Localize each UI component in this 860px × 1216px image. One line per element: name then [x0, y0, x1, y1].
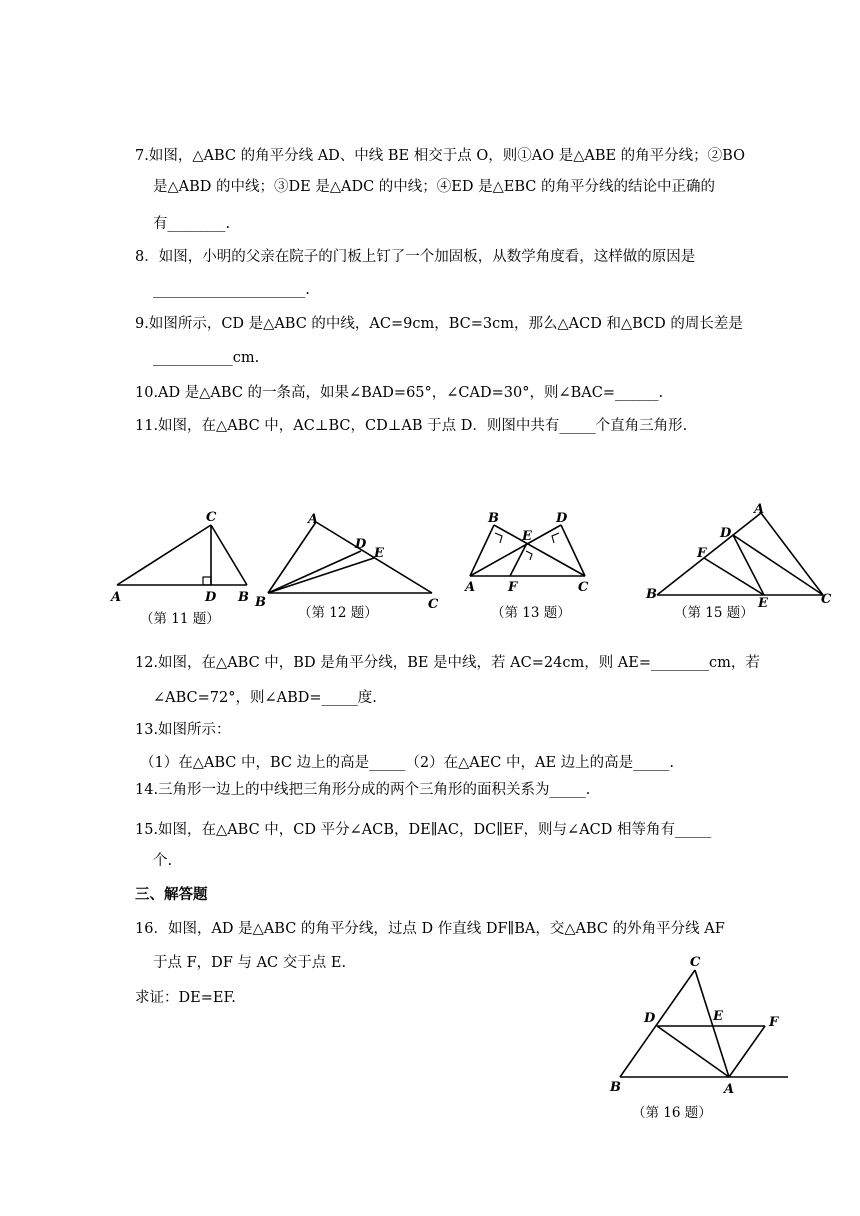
q15-line2: 个.: [153, 853, 173, 869]
q16-line1: 16．如图，AD 是△ABC 的角平分线，过点 D 作直线 DF∥BA，交△ABC 的外角平分线 AF: [135, 921, 725, 937]
fig12-caption: （第 12 题）: [298, 605, 378, 621]
q7-line1: 7.如图，△ABC 的角平分线 AD、中线 BE 相交于点 O，则①AO 是△ABE 的角平分线；②BO: [135, 148, 745, 164]
fig15-caption: （第 15 题）: [674, 605, 754, 621]
figure-13: [458, 505, 598, 600]
fig11-label-d: D: [205, 590, 217, 605]
figure-12: [250, 505, 450, 610]
q12-line2: ∠ABC=72°，则∠ABD=_____度.: [153, 690, 377, 706]
q9-line1: 9.如图所示，CD 是△ABC 的中线，AC=9cm，BC=3cm，那么△ACD 和△BCD 的周长差是: [135, 316, 743, 332]
q8-line2: _____________________.: [153, 282, 310, 298]
section-3-heading: 三、解答题: [135, 887, 208, 903]
fig16-label-e: E: [713, 1009, 723, 1024]
q16-line2: 于点 F，DF 与 AC 交于点 E.: [153, 955, 347, 971]
fig11-label-c: C: [206, 510, 217, 525]
fig13-label-f: F: [508, 580, 518, 595]
fig12-label-a: A: [308, 512, 319, 527]
fig12-label-b: B: [255, 595, 266, 610]
fig16-label-b: B: [610, 1080, 621, 1095]
q15-line1: 15.如图，在△ABC 中，CD 平分∠ACB，DE∥AC，DC∥EF，则与∠ACD 相等角有_____: [135, 822, 712, 838]
q7-line3: 有________.: [153, 216, 231, 232]
fig16-label-d: D: [644, 1011, 656, 1026]
figure-15: [640, 495, 840, 610]
fig16-label-f: F: [769, 1015, 779, 1030]
fig15-label-a: A: [754, 502, 765, 517]
fig16-caption: （第 16 题）: [632, 1105, 712, 1121]
figure-16: [600, 950, 800, 1095]
fig13-label-e: E: [522, 529, 532, 544]
q13-line1: 13.如图所示：: [135, 722, 231, 738]
q14-line1: 14.三角形一边上的中线把三角形分成的两个三角形的面积关系为_____.: [135, 782, 591, 798]
fig12-label-d: D: [355, 537, 367, 552]
fig11-caption: （第 11 题）: [140, 611, 220, 627]
figure-11: [105, 505, 265, 610]
fig15-label-e: E: [758, 596, 768, 611]
fig15-label-f: F: [697, 546, 707, 561]
fig11-label-b: B: [238, 590, 249, 605]
q13-line2: （1）在△ABC 中，BC 边上的高是_____（2）在△AEC 中，AE 边上的高是_____.: [140, 755, 675, 771]
q11-line1: 11.如图，在△ABC 中，AC⊥BC，CD⊥AB 于点 D．则图中共有_____个直角三角形.: [135, 418, 688, 434]
q12-line1: 12.如图，在△ABC 中，BD 是角平分线，BE 是中线，若 AC=24cm，则 AE=________cm，若: [135, 655, 760, 671]
fig13-label-c: C: [578, 580, 589, 595]
fig16-label-a: A: [724, 1082, 735, 1097]
fig13-caption: （第 13 题）: [491, 605, 571, 621]
q9-line2: ___________cm.: [153, 350, 260, 366]
fig13-label-a: A: [465, 580, 476, 595]
fig15-label-d: D: [720, 526, 732, 541]
fig16-label-c: C: [690, 955, 701, 970]
fig12-label-e: E: [374, 546, 384, 561]
fig12-label-c: C: [428, 597, 439, 612]
q7-line2: 是△ABD 的中线；③DE 是△ADC 的中线；④ED 是△EBC 的角平分线的结论中正确的: [153, 179, 715, 195]
fig13-label-b: B: [488, 511, 499, 526]
fig15-label-c: C: [821, 592, 832, 607]
fig13-label-d: D: [556, 511, 568, 526]
q16-proof: 求证：DE=EF.: [135, 990, 236, 1006]
q8-line1: 8．如图，小明的父亲在院子的门板上钉了一个加固板，从数学角度看，这样做的原因是: [135, 249, 696, 265]
q10-line1: 10.AD 是△ABC 的一条高，如果∠BAD=65°，∠CAD=30°，则∠BAC=______.: [135, 385, 664, 401]
fig11-label-a: A: [111, 590, 122, 605]
fig15-label-b: B: [646, 587, 657, 602]
